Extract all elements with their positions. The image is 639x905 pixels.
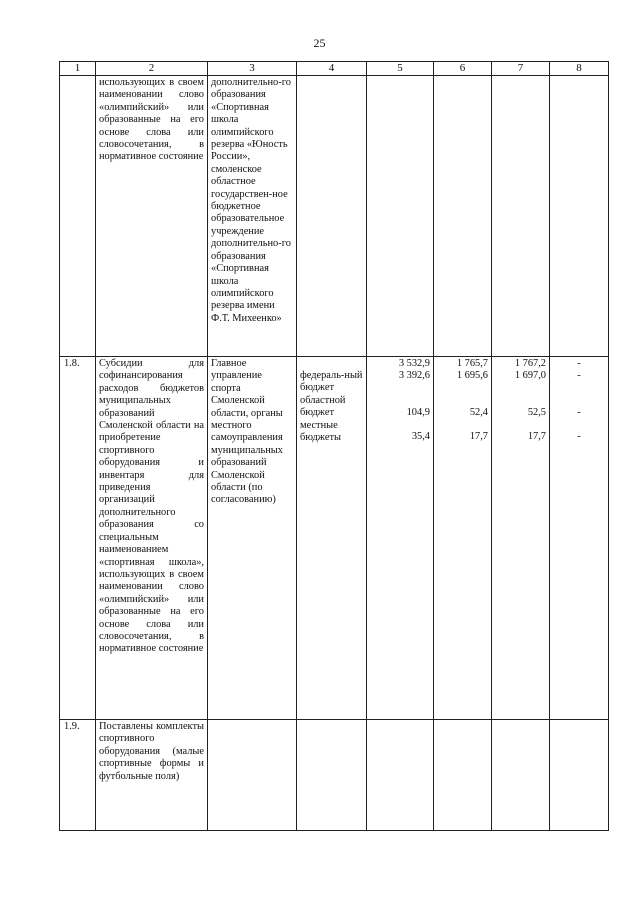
col5-federal: 3 392,6 xyxy=(398,370,430,381)
col6-total: 1 765,7 xyxy=(456,358,488,369)
col-header-8: 8 xyxy=(550,62,609,76)
col-header-3: 3 xyxy=(208,62,297,76)
table-row-continuation xyxy=(60,76,609,357)
col7-total: 1 767,2 xyxy=(514,358,546,369)
source-regional: областной бюджет xyxy=(300,394,346,419)
col8-federal: - xyxy=(577,370,581,381)
row-sources xyxy=(297,357,367,720)
page-number: 25 xyxy=(313,36,326,50)
table-row-1-9 xyxy=(60,720,609,831)
col7-values xyxy=(492,357,550,720)
cont-executor-cell: дополнительно-го образования «Спортивная школа олимпийского резерва «Юность России», смоленское областное государствен-ное бюджетное образовательное учреждение дополнительно-го образования «Спортивная школа олимпийского резерва имени Ф.Т. Михеенко» xyxy=(208,76,297,357)
col-header-6: 6 xyxy=(434,62,492,76)
row-number: 1.9. xyxy=(60,720,96,831)
col6-federal: 1 695,6 xyxy=(456,370,488,381)
col8-regional: - xyxy=(577,407,581,418)
row-number: 1.8. xyxy=(60,357,96,720)
row-executor: Главное управление спорта Смоленской области, органы местного самоуправления муниципальных образований Смоленской области (по согласованию) xyxy=(208,357,297,720)
col8-total: - xyxy=(577,358,581,369)
table-row-1-8 xyxy=(60,357,609,720)
col5-values xyxy=(367,357,434,720)
col7-federal: 1 697,0 xyxy=(514,370,546,381)
cont-col8-cell xyxy=(550,76,609,357)
row-description: Субсидии для софинансирования расходов бюджетов муниципальных образований Смоленской области на приобретение спортивного оборудования и инвентаря для приведения организаций дополнительного образования со специальным наименованием «спортивная школа», использующих в своем наименовании слово «олимпийский» или образованные на его основе слова или словосочетания, в нормативное состояние xyxy=(96,357,208,720)
col-header-5: 5 xyxy=(367,62,434,76)
col6-local: 17,7 xyxy=(469,431,488,442)
header-row xyxy=(60,62,609,76)
col6-values xyxy=(434,357,492,720)
source-local: местные бюджеты xyxy=(300,419,341,444)
col5-regional: 104,9 xyxy=(406,407,430,418)
col5-local: 35,4 xyxy=(411,431,430,442)
col5-values xyxy=(367,720,434,831)
col8-values xyxy=(550,357,609,720)
cont-col4-cell xyxy=(297,76,367,357)
col-header-1: 1 xyxy=(60,62,96,76)
program-table xyxy=(59,61,609,831)
col7-local: 17,7 xyxy=(527,431,546,442)
cont-description-cell: использующих в своем наименовании слово «олимпийский» или образованные на его основе слова или словосочетания, в нормативное состояние xyxy=(96,76,208,357)
col-header-2: 2 xyxy=(96,62,208,76)
col8-local: - xyxy=(577,431,581,442)
col6-values xyxy=(434,720,492,831)
col5-total: 3 532,9 xyxy=(398,358,430,369)
col6-regional: 52,4 xyxy=(469,407,488,418)
col8-values xyxy=(550,720,609,831)
col7-regional: 52,5 xyxy=(527,407,546,418)
cont-col6-cell xyxy=(434,76,492,357)
source-federal: федераль-ный бюджет xyxy=(300,370,363,394)
cont-col5-cell xyxy=(367,76,434,357)
col-header-4: 4 xyxy=(297,62,367,76)
col-header-7: 7 xyxy=(492,62,550,76)
row-executor xyxy=(208,720,297,831)
cont-col7-cell xyxy=(492,76,550,357)
row-description: Поставлены комплекты спортивного оборудования (малые спортивные формы и футбольные поля) xyxy=(96,720,208,831)
col7-values xyxy=(492,720,550,831)
cont-num-cell xyxy=(60,76,96,357)
row-sources xyxy=(297,720,367,831)
